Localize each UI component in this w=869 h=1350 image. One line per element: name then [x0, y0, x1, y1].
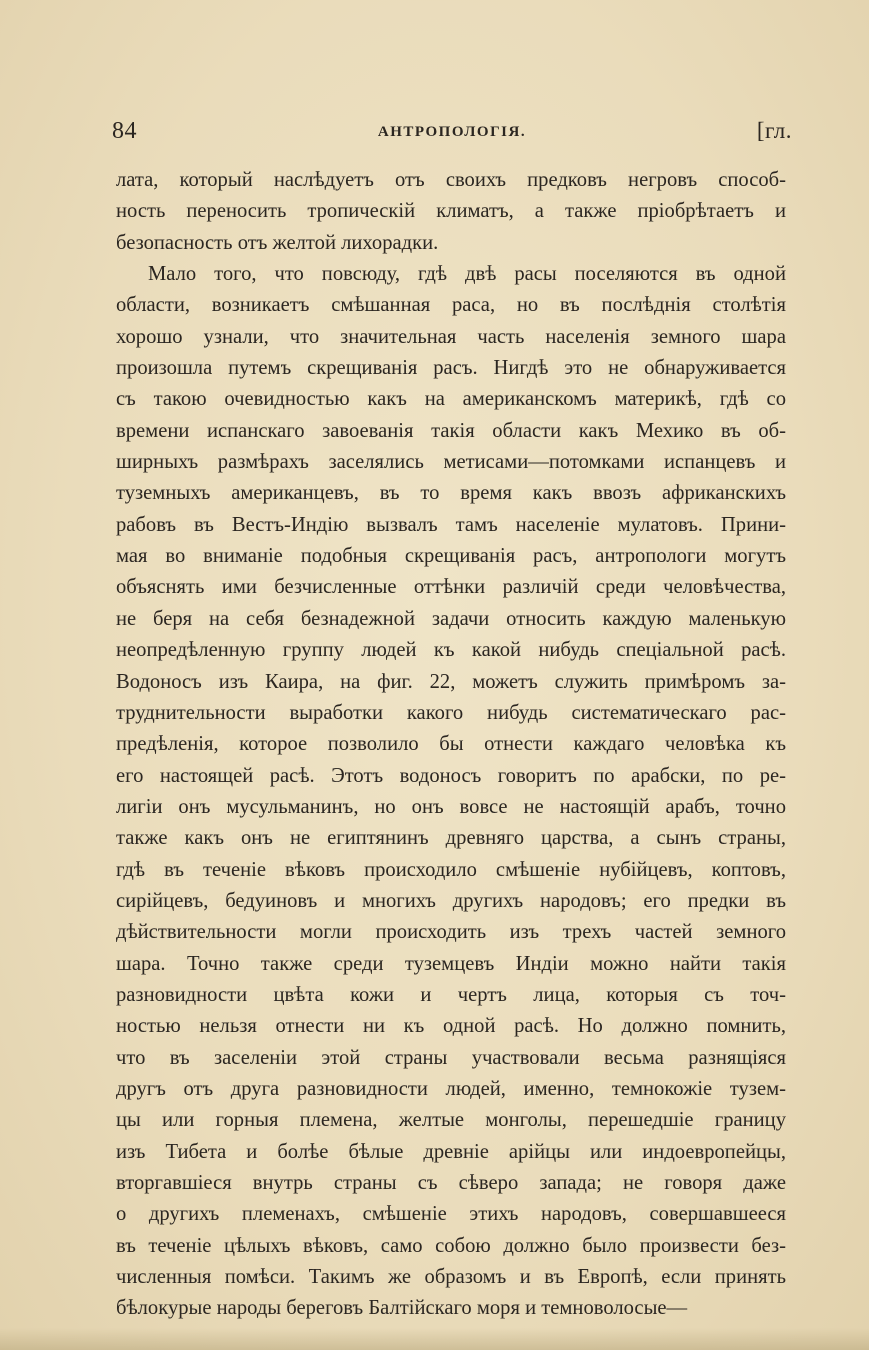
text-line: что въ заселеніи этой страны участвовали весьма разнящіяся: [116, 1046, 786, 1069]
text-line: ширныхъ размѣрахъ заселялись метисами—потомками испанцевъ и: [116, 451, 786, 474]
text-line: рабовъ въ Вестъ-Индію вызвалъ тамъ населеніе мулатовъ. Прини-: [116, 513, 786, 536]
text-line: бѣлокурые народы береговъ Балтійскаго моря и темноволосые—: [116, 1297, 688, 1320]
text-line: не беря на себя безнадежной задачи относить каждую маленькую: [116, 607, 786, 630]
text-line: изъ Тибета и болѣе бѣлые древніе арійцы или индоевропейцы,: [116, 1140, 786, 1163]
chapter-marker: [гл.: [756, 118, 792, 143]
text-line: произошла путемъ скрещиванія расъ. Нигдѣ это не обнаруживается: [116, 357, 786, 380]
text-line: вторгавшіеся внутрь страны съ сѣверо запада; не говоря даже: [116, 1172, 786, 1194]
text-line: предѣленія, которое позволило бы отнести каждаго человѣка къ: [116, 733, 786, 756]
running-title: АНТРОПОЛОГІЯ.: [377, 124, 527, 140]
text-line: дѣйствительности могли происходить изъ трехъ частей земного: [116, 921, 786, 944]
text-line: въ теченіе цѣлыхъ вѣковъ, само собою должно было произвести без-: [116, 1234, 786, 1257]
text-line: объяснять ими безчисленные оттѣнки различій среди человѣчества,: [116, 576, 786, 599]
text-line: хорошо узнали, что значительная часть населенія земного шара: [116, 325, 786, 348]
text-line: неопредѣленную группу людей къ какой нибудь спеціальной расѣ.: [116, 639, 786, 662]
text-line: ностью нельзя отнести ни къ одной расѣ. Но должно помнить,: [116, 1015, 786, 1038]
text-line: времени испанскаго завоеванія такія области какъ Мехико въ об-: [116, 419, 786, 442]
text-line: лата, который наслѣдуетъ отъ своихъ предковъ негровъ способ-: [116, 169, 786, 191]
text-line: численныя помѣси. Такимъ же образомъ и въ Европѣ, если принять: [116, 1266, 786, 1289]
text-line: Водоносъ изъ Каира, на фиг. 22, можетъ служить примѣромъ за-: [116, 670, 786, 693]
text-line: гдѣ въ теченіе вѣковъ происходило смѣшеніе нубійцевъ, коптовъ,: [116, 858, 786, 881]
text-line: разновидности цвѣта кожи и чертъ лица, которыя съ точ-: [116, 983, 786, 1006]
text-line: шара. Точно также среди туземцевъ Индіи можно найти такія: [116, 952, 786, 975]
text-line: его настоящей расѣ. Этотъ водоносъ говоритъ по арабски, по ре-: [116, 764, 786, 787]
text-line: труднительности выработки какого нибудь систематическаго рас-: [116, 701, 786, 724]
text-line: Мало того, что повсюду, гдѣ двѣ расы поселяются въ одной: [148, 263, 786, 286]
text-line: съ такою очевидностью какъ на американскомъ материкѣ, гдѣ со: [116, 388, 786, 411]
text-line: лигіи онъ мусульманинъ, но онъ вовсе не настоящій арабъ, точно: [116, 795, 786, 818]
text-line: безопасность отъ желтой лихорадки.: [116, 231, 439, 254]
text-line: туземныхъ американцевъ, въ то время какъ ввозъ африканскихъ: [116, 482, 786, 505]
text-line: ность переносить тропическій климатъ, а также пріобрѣтаетъ и: [116, 200, 786, 223]
text-line: цы или горныя племена, желтые монголы, перешедшіе границу: [116, 1109, 786, 1132]
text-line: другъ отъ друга разновидности людей, именно, темнокожіе тузем-: [116, 1077, 786, 1100]
page-number: 84: [112, 118, 137, 144]
text-line: о другихъ племенахъ, смѣшеніе этихъ народовъ, совершавшееся: [116, 1203, 786, 1226]
text-line: также какъ онъ не египтянинъ древняго царства, а сынъ страны,: [116, 827, 786, 850]
text-line: сирійцевъ, бедуиновъ и многихъ другихъ народовъ; его предки въ: [116, 889, 786, 912]
page-edge-shadow: [0, 1328, 869, 1350]
body-text: [116, 165, 786, 1325]
text-line: области, возникаетъ смѣшанная раса, но въ послѣднія столѣтія: [116, 294, 786, 317]
text-line: мая во вниманіе подобныя скрещиванія расъ, антропологи могутъ: [116, 545, 786, 568]
running-head: [112, 118, 792, 148]
